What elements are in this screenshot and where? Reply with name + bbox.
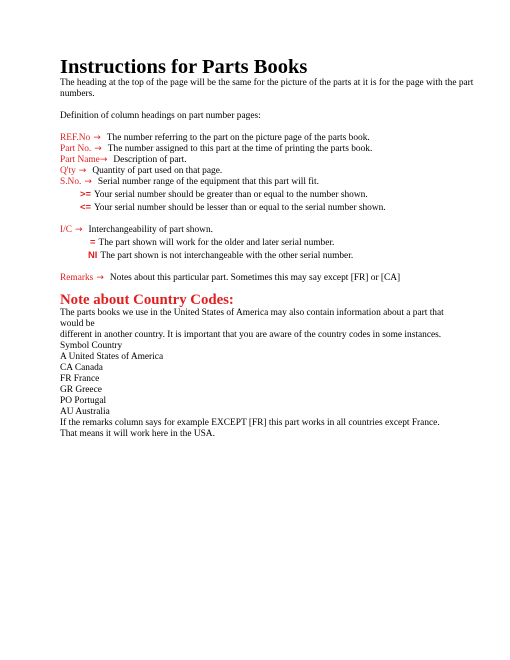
- arrow-right-icon: →: [84, 177, 92, 187]
- country-line: That means it will work here in the USA.: [60, 429, 215, 439]
- definition-text: Interchangeability of part shown.: [88, 225, 213, 235]
- definition-part-no: [60, 144, 480, 155]
- country-line: different in another country. It is important that you are aware of the country codes in some instances.: [60, 330, 442, 340]
- serial-rule-greater: [60, 188, 480, 201]
- country-code-row: AU Australia: [60, 407, 110, 417]
- definition-heading: Definition of column headings on part number pages:: [60, 111, 261, 121]
- rule-text: The part shown is not interchangeable with the other serial number.: [100, 251, 354, 261]
- country-code-row: CA Canada: [60, 363, 103, 373]
- ic-rule-not-interchangeable: [60, 249, 480, 262]
- country-code-row: A United States of America: [60, 352, 164, 362]
- arrow-right-icon: →: [93, 133, 101, 143]
- country-line: would be: [60, 319, 95, 329]
- arrow-right-icon: →: [74, 225, 83, 235]
- greater-equal-symbol: >=: [80, 188, 91, 199]
- arrow-right-icon: →: [94, 144, 102, 154]
- spacer: [60, 122, 480, 133]
- definition-serial-no: [60, 177, 480, 188]
- definition-text: Serial number range of the equipment that this part will fit.: [97, 177, 319, 187]
- rule-text: Your serial number should be greater than or equal to the number shown.: [93, 190, 368, 200]
- less-equal-symbol: <=: [80, 201, 91, 212]
- country-code-row: FR France: [60, 374, 100, 384]
- country-code-row: PO Portugal: [60, 396, 107, 406]
- arrow-right-icon: →: [99, 155, 108, 165]
- definition-ref-no: [60, 133, 480, 144]
- arrow-right-icon: →: [96, 273, 104, 283]
- definition-text: Description of part.: [113, 155, 187, 165]
- country-codes-heading: Note about Country Codes:: [60, 292, 234, 308]
- term-remarks: Remarks: [60, 273, 94, 283]
- document-page: [60, 56, 480, 440]
- equal-symbol: =: [90, 236, 96, 247]
- term-serial-no: S.No.: [60, 177, 82, 187]
- intro-paragraph: The heading at the top of the page will be the same for the picture of the parts at it is for the page with the part numbers.: [60, 78, 474, 99]
- country-code-row: GR Greece: [60, 385, 102, 395]
- spacer: [60, 100, 480, 111]
- ni-symbol: NI: [88, 249, 98, 260]
- ic-rule-equal: [60, 236, 480, 249]
- definition-part-name: [60, 155, 480, 166]
- page-title: Instructions for Parts Books: [60, 56, 308, 78]
- definition-remarks: [60, 273, 480, 284]
- serial-rule-lesser: [60, 201, 480, 214]
- definition-text: Notes about this particular part. Sometimes this may say except [FR] or [CA]: [109, 273, 401, 283]
- spacer: [60, 284, 480, 292]
- rule-text: The part shown will work for the older and later serial number.: [98, 238, 335, 248]
- definition-text: The number assigned to this part at the time of printing the parts book.: [107, 144, 373, 154]
- country-table-header: Symbol Country: [60, 341, 123, 351]
- term-part-name: Part Name: [60, 155, 100, 165]
- arrow-right-icon: →: [78, 166, 87, 176]
- term-qty: Q'ty: [60, 166, 76, 176]
- country-line: If the remarks column says for example EXCEPT [FR] this part works in all countries except France.: [60, 418, 440, 428]
- spacer: [60, 262, 480, 273]
- term-ic: I/C: [60, 225, 72, 235]
- definition-ic: [60, 225, 480, 236]
- rule-text: Your serial number should be lesser than or equal to the serial number shown.: [93, 203, 386, 213]
- term-ref-no: REF.No: [60, 133, 91, 143]
- definition-text: Quantity of part used on that page.: [92, 166, 223, 176]
- definition-qty: [60, 166, 480, 177]
- country-codes-body: [60, 308, 480, 440]
- term-part-no: Part No.: [60, 144, 92, 154]
- country-line: The parts books we use in the United States of America may also contain information about a part that: [60, 308, 444, 318]
- spacer: [60, 214, 480, 225]
- definition-text: The number referring to the part on the picture page of the parts book.: [106, 133, 370, 143]
